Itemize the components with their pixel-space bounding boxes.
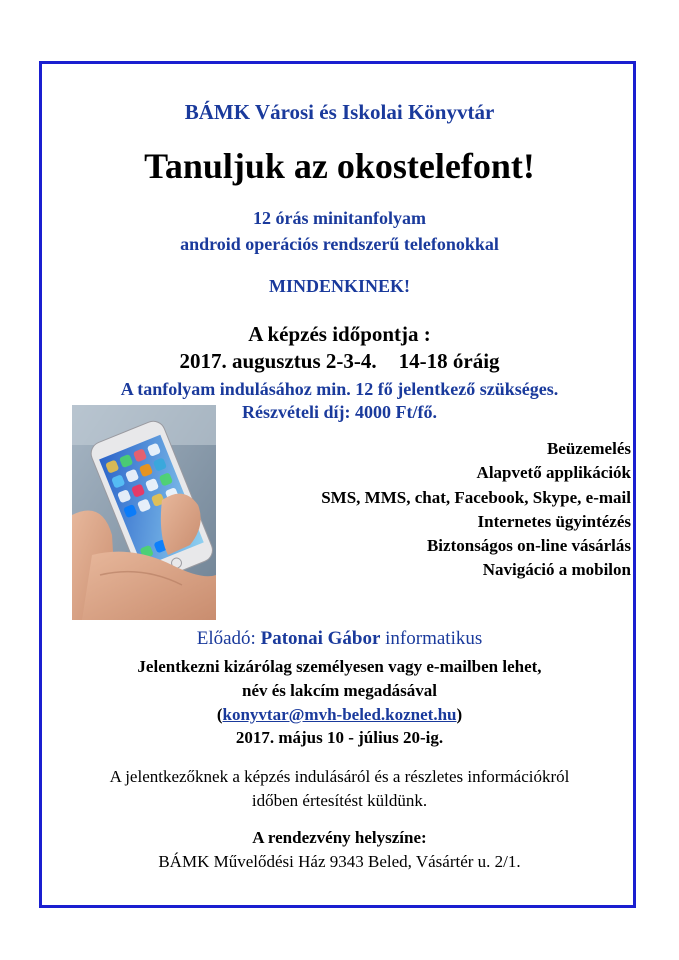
venue-heading: A rendezvény helyszíne: xyxy=(252,828,427,847)
open-paren: ( xyxy=(216,705,223,724)
presenter-label: Előadó: xyxy=(196,628,256,649)
topic-item: Biztonságos on-line vásárlás xyxy=(426,536,631,556)
course-hours: 14-18 óráig xyxy=(398,349,500,373)
close-paren: ) xyxy=(456,705,463,724)
topic-item: Alapvető applikációk xyxy=(476,463,631,483)
fee-note: Részvételi díj: 4000 Ft/fő. xyxy=(242,402,437,422)
course-subtitle-2: android operációs rendszerű telefonokkal xyxy=(180,234,499,254)
presenter-role: informatikus xyxy=(385,628,483,649)
hands-holding-phone-image xyxy=(72,405,216,620)
presenter-line xyxy=(0,628,679,650)
schedule-heading: A képzés időpontja : xyxy=(248,322,431,346)
topic-list xyxy=(321,437,631,583)
registration-period: 2017. május 10 - július 20-ig. xyxy=(235,728,444,747)
registration-email-line xyxy=(0,705,679,725)
topic-item: Beüzemelés xyxy=(546,439,631,458)
topic-item: Internetes ügyintézés xyxy=(477,511,631,531)
poster-title: Tanuljuk az okostelefont! xyxy=(144,146,535,186)
email-link[interactable]: konyvtar@mvh-beled.koznet.hu xyxy=(222,705,457,724)
presenter-name: Patonai Gábor xyxy=(260,628,381,649)
notice-line-1: A jelentkezőknek a képzés indulásáról és a részletes információkról xyxy=(109,767,570,786)
course-subtitle-1: 12 órás minitanfolyam xyxy=(253,208,426,228)
registration-line-1: Jelentkezni kizárólag személyesen vagy e-mailben lehet, xyxy=(137,657,542,676)
registration-line-2: név és lakcím megadásával xyxy=(241,681,438,700)
topic-item: SMS, MMS, chat, Facebook, Skype, e-mail xyxy=(321,487,631,507)
notice-line-2: időben értesítést küldünk. xyxy=(251,791,428,810)
min-participants-note: A tanfolyam indulásához min. 12 fő jelentkező szükséges. xyxy=(120,379,559,399)
venue-address: BÁMK Művelődési Ház 9343 Beled, Vásártér u. 2/1. xyxy=(158,852,521,871)
smartphone-photo xyxy=(72,405,216,620)
topic-item: Navigáció a mobilon xyxy=(482,560,631,580)
organization-name: BÁMK Városi és Iskolai Könyvtár xyxy=(184,100,495,124)
schedule-dates xyxy=(0,349,679,374)
course-dates: 2017. augusztus 2-3-4. xyxy=(179,349,377,373)
audience-label: MINDENKINEK! xyxy=(268,276,410,296)
